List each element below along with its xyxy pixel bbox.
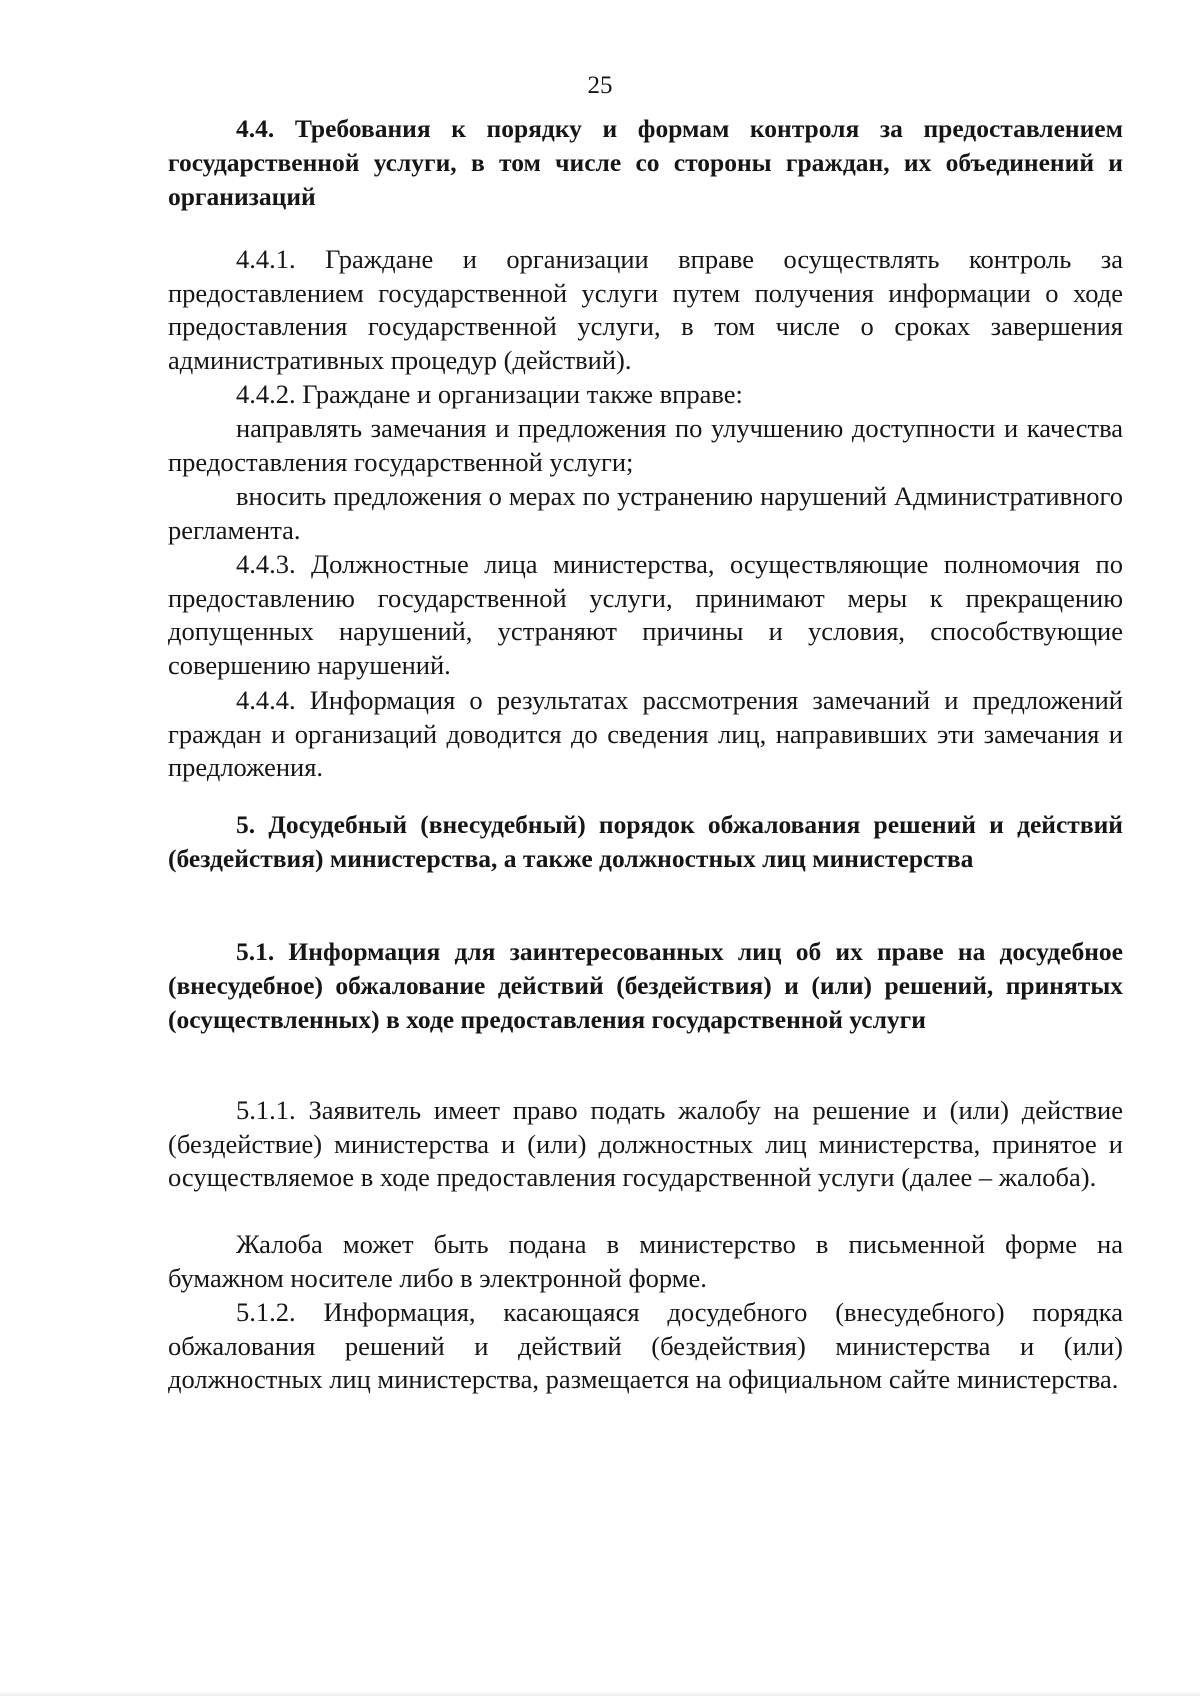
paragraph-5-1-1-continued: Жалоба может быть подана в министерство в письменной форме на бумажном носителе либо в электронной форме. bbox=[168, 1229, 1123, 1293]
paragraph-4-4-4: 4.4.4. Информация о результатах рассмотрения замечаний и предложений граждан и организаций доводится до сведения лиц, направивших эти замечания и предложения. bbox=[168, 685, 1123, 782]
scan-bottom-edge bbox=[0, 1690, 1200, 1696]
section-5-1-heading: 5.1. Информация для заинтересованных лиц об их праве на досудебное (внесудебное) обжалование действий (бездействия) и (или) решений, принятых (осуществленных) в ходе предоставления государственной услуги bbox=[168, 937, 1123, 1034]
paragraph-4-4-2: 4.4.2. Граждане и организации также вправе: bbox=[236, 379, 743, 409]
paragraph-4-4-3: 4.4.3. Должностные лица министерства, осуществляющие полномочия по предоставлению государственной услуги, принимают меры к прекращению допущенных нарушений, устраняют причины и условия, способствующие совершению нарушений. bbox=[168, 549, 1123, 680]
section-4-4-heading: 4.4. Требования к порядку и формам контроля за предоставлением государственной услуги, в том числе со стороны граждан, их объединений и организаций bbox=[168, 114, 1123, 211]
paragraph-5-1-2: 5.1.2. Информация, касающаяся досудебного (внесудебного) порядка обжалования решений и действий (бездействия) министерства и (или) должностных лиц министерства, размещается на официальном сайте министерства. bbox=[168, 1297, 1123, 1394]
page-number: 25 bbox=[587, 72, 613, 99]
paragraph-4-4-2-item-2: вносить предложения о мерах по устранению нарушений Административного регламента. bbox=[168, 481, 1123, 545]
section-5-heading: 5. Досудебный (внесудебный) порядок обжалования решений и действий (бездействия) министерства, а также должностных лиц министерства bbox=[168, 810, 1123, 873]
paragraph-5-1-1: 5.1.1. Заявитель имеет право подать жалобу на решение и (или) действие (бездействие) министерства и (или) должностных лиц министерства, принятое и осуществляемое в ходе предоставления государственной услуги (далее – жалоба). bbox=[168, 1095, 1123, 1192]
paragraph-4-4-2-item-1: направлять замечания и предложения по улучшению доступности и качества предоставления государственной услуги; bbox=[168, 413, 1123, 477]
paragraph-4-4-1: 4.4.1. Граждане и организации вправе осуществлять контроль за предоставлением государственной услуги путем получения информации о ходе предоставления государственной услуги, в том числе о сроках завершения административных процедур (действий). bbox=[168, 244, 1123, 375]
